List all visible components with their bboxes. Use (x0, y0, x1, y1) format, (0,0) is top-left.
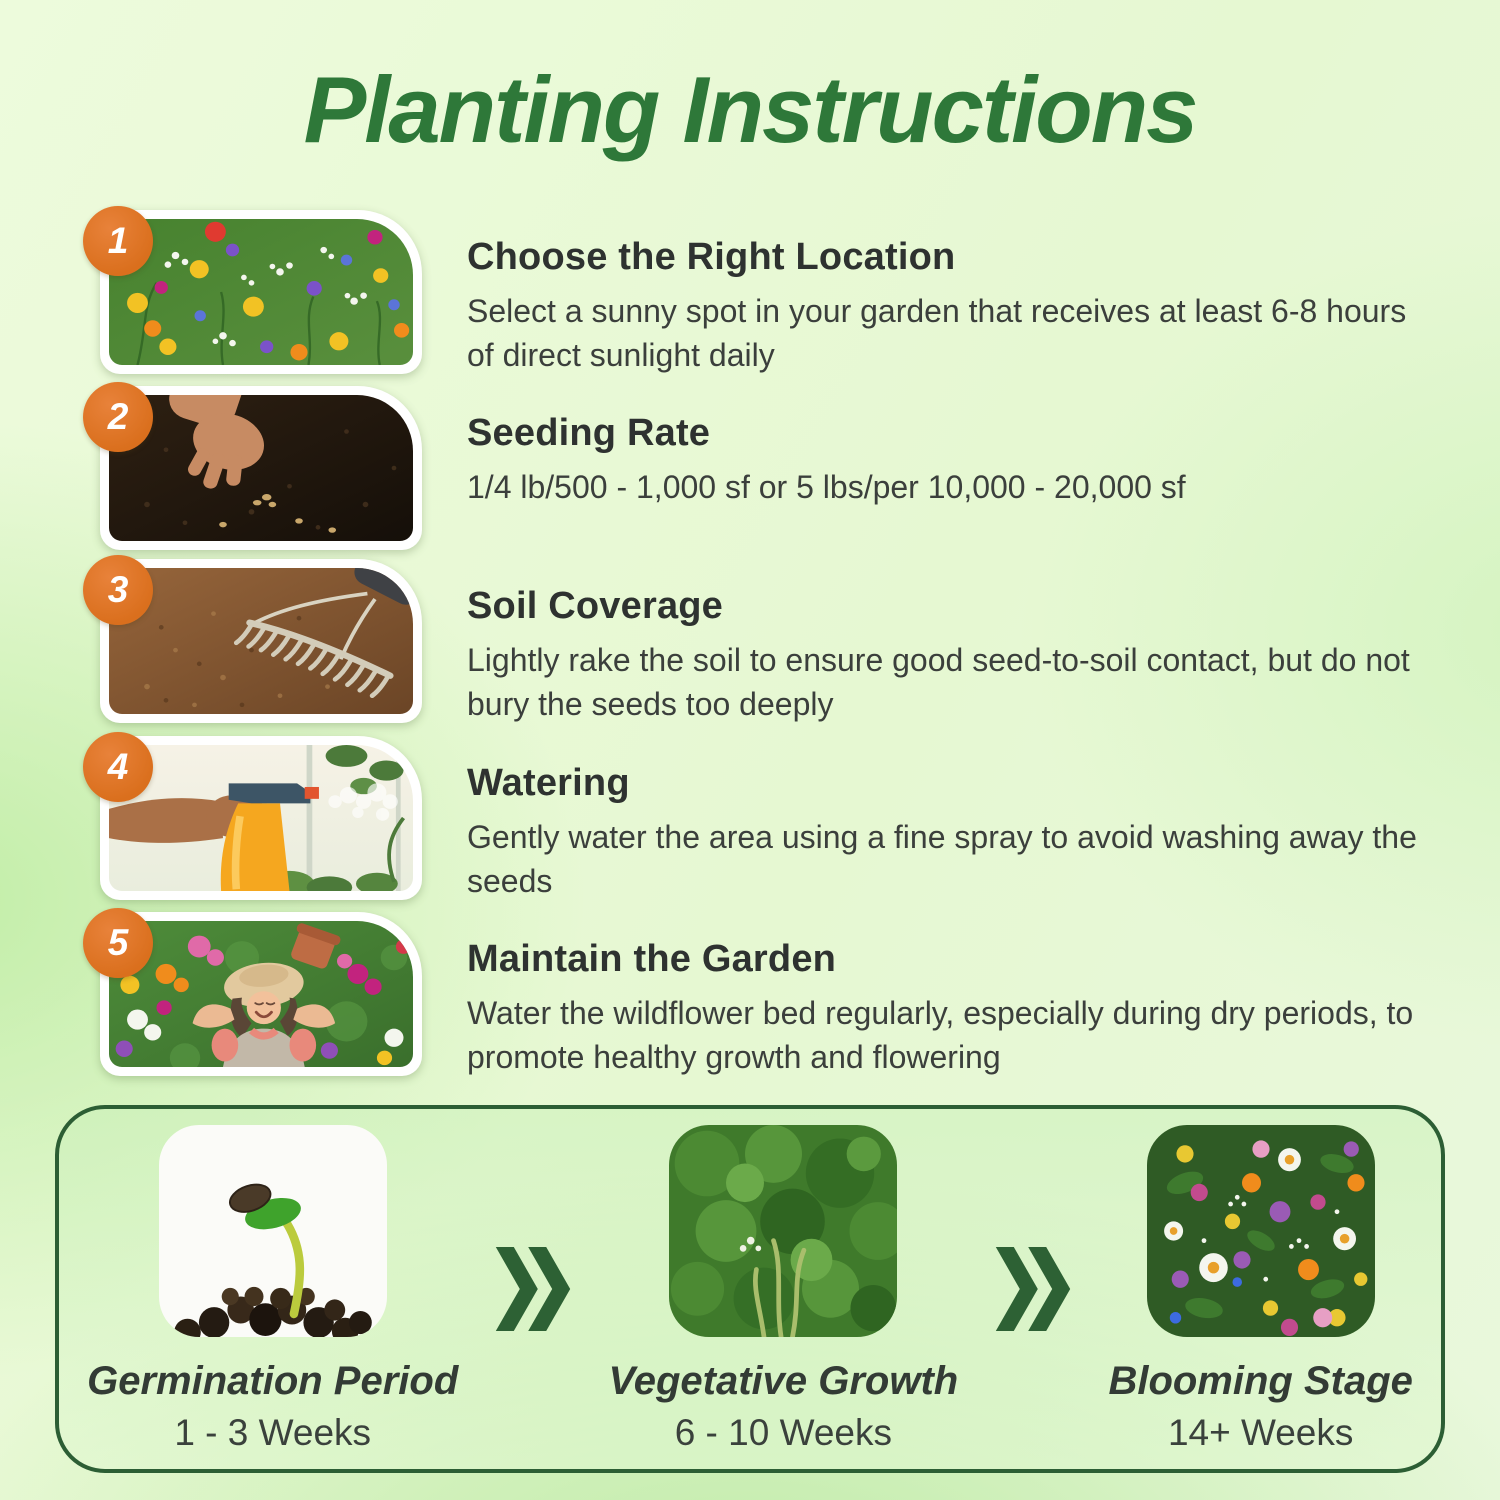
step-photo-card (100, 912, 422, 1076)
step-heading: Soil Coverage (467, 585, 724, 628)
woman-relaxing-in-garden-photo (109, 921, 413, 1067)
step-number-badge (83, 732, 153, 802)
step-row-1 (100, 210, 1500, 377)
step-photo-card (100, 386, 422, 550)
step-description: Lightly rake the soil to ensure good seed-to-soil contact, but do not bury the seeds too deeply (467, 642, 1410, 723)
step-row-2 (100, 386, 1500, 550)
stage-label: Blooming Stage (1108, 1358, 1413, 1403)
step-number-badge (83, 555, 153, 625)
step-number: 4 (107, 745, 129, 787)
double-chevron-right-icon (486, 1247, 580, 1331)
green-foliage-photo (669, 1125, 897, 1337)
step-number: 3 (107, 569, 129, 611)
step-description: Water the wildflower bed regularly, especially during dry periods, to promote healthy growth and flowering (467, 994, 1414, 1076)
step-text (467, 736, 1417, 903)
stage-germination (87, 1125, 458, 1454)
stage-duration: 6 - 10 Weeks (674, 1411, 893, 1453)
step-row-3 (100, 559, 1500, 726)
steps-list (100, 210, 1500, 1079)
step-description: 1/4 lb/500 - 1,000 sf or 5 lbs/per 10,000 - 20,000 sf (467, 469, 1186, 506)
step-description: Gently water the area using a fine spray to avoid washing away the seeds (467, 818, 1417, 899)
step-heading: Watering (467, 761, 630, 804)
spray-bottle-watering-photo (109, 745, 413, 891)
step-text (467, 210, 1417, 377)
step-photo-card (100, 559, 422, 723)
step-text (467, 912, 1417, 1079)
step-description: Select a sunny spot in your garden that receives at least 6-8 hours of direct sunlight daily (467, 293, 1407, 374)
step-photo-card (100, 736, 422, 900)
step-heading: Seeding Rate (467, 412, 711, 455)
step-number: 1 (107, 220, 129, 261)
double-chevron-right-icon (986, 1247, 1080, 1331)
stage-vegetative (609, 1125, 959, 1454)
step-photo-card (100, 210, 422, 374)
stage-label: Germination Period (87, 1358, 459, 1403)
stage-label: Vegetative Growth (608, 1358, 959, 1403)
stage-duration: 14+ Weeks (1167, 1411, 1354, 1453)
blooming-flowers-photo (1147, 1125, 1375, 1337)
step-row-4 (100, 736, 1500, 903)
stage-blooming (1108, 1125, 1412, 1454)
page-title: Planting Instructions (303, 57, 1197, 162)
stage-duration: 1 - 3 Weeks (174, 1411, 372, 1453)
hand-sowing-seeds-photo (109, 395, 413, 541)
seedling-sprout-photo (159, 1125, 387, 1337)
rake-on-soil-photo (109, 568, 413, 714)
step-heading: Choose the Right Location (467, 236, 956, 278)
step-number: 2 (107, 396, 129, 438)
step-heading: Maintain the Garden (467, 937, 837, 980)
step-text (467, 559, 1417, 726)
step-text (467, 386, 1186, 509)
step-number-badge (83, 206, 153, 276)
step-number-badge (83, 908, 153, 978)
step-number-badge (83, 382, 153, 452)
growth-timeline-box (55, 1105, 1445, 1473)
wildflower-meadow-photo (109, 219, 413, 365)
step-row-5 (100, 912, 1500, 1079)
step-number: 5 (107, 921, 129, 963)
